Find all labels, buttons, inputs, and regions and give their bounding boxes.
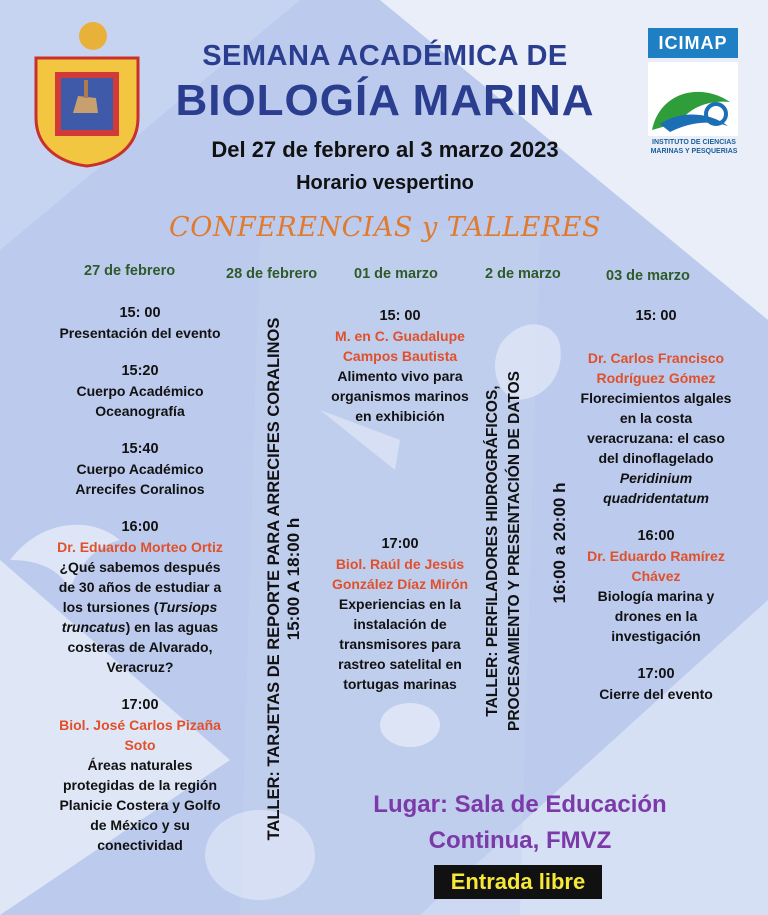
- session: 17:00 Cierre del evento: [599, 666, 713, 702]
- workshop-2-title: TALLER: PERFILADORES HIDROGRÁFICOS, PROCESAMIENTO Y PRESENTACIÓN DE DATOS: [484, 371, 523, 732]
- event-dates: Del 27 de febrero al 3 marzo 2023: [211, 137, 559, 162]
- session: 15: 00 M. en C. Guadalupe Campos Bautista Alimento vivo para organismos marinos en exhibición: [331, 308, 469, 424]
- icimap-caption: INSTITUTO DE CIENCIAS MARINAS Y PESQUERIAS: [650, 139, 738, 155]
- session: 17:00 Biol. José Carlos Pizaña Soto Áreas naturales protegidas de la región Planicie Costera y Golfo de México y su conectividad: [59, 697, 221, 853]
- venue: Lugar: Sala de Educación Continua, FMVZ: [373, 791, 667, 854]
- session: 15: 00 Dr. Carlos Francisco Rodríguez Gómez Florecimientos algales en la costa veracruzana: el caso del dinoflagelado Peridinium quadridentatum: [580, 308, 732, 506]
- workshop-1-title: TALLER: TARJETAS DE REPORTE PARA ARRECIFES CORALINOS: [265, 317, 283, 841]
- workshop-1-time: 15:00 A 18:00 h: [284, 517, 303, 641]
- workshop-2-time: 16:00 a 20:00 h: [550, 482, 569, 604]
- day1-program: [20, 303, 260, 873]
- session: 15:20 Cuerpo Académico Oceanografía: [76, 363, 204, 419]
- event-schedule: Horario vespertino: [296, 172, 474, 194]
- day5-program: [566, 306, 746, 704]
- day-header-3: 01 de marzo: [354, 266, 438, 282]
- day-header-5: 03 de marzo: [606, 268, 690, 284]
- free-entry-badge: Entrada libre: [434, 865, 602, 899]
- section-subtitle: CONFERENCIAS y TALLERES: [169, 212, 601, 243]
- title-line-1: SEMANA ACADÉMICA DE: [202, 40, 568, 72]
- session: 15:40 Cuerpo Académico Arrecifes Coralinos: [75, 441, 205, 497]
- university-crest-icon: [28, 18, 146, 168]
- day-header-2: 28 de febrero: [226, 266, 318, 282]
- session: 16:00 Dr. Eduardo Morteo Ortiz ¿Qué sabemos después de 30 años de estudiar a los tursiones (Tursiops truncatus) en las aguas costeras de Alvarado, Veracruz?: [57, 519, 223, 675]
- turtle-watermark-icon: [380, 703, 440, 747]
- day3-program: [312, 306, 488, 694]
- session: 17:00 Biol. Raúl de Jesús González Díaz Mirón Experiencias en la instalación de transmisores para rastreo satelital en tortugas marinas: [331, 536, 469, 692]
- day-header-1: 27 de febrero: [84, 263, 176, 279]
- title-line-2: BIOLOGÍA MARINA: [175, 76, 595, 125]
- session: 16:00 Dr. Eduardo Ramírez Chávez Biología marina y drones en la investigación: [587, 528, 725, 644]
- day-header-4: 2 de marzo: [485, 266, 561, 282]
- icimap-logo-title: ICIMAP: [648, 28, 738, 58]
- session: 15: 00 Presentación del evento: [59, 305, 221, 341]
